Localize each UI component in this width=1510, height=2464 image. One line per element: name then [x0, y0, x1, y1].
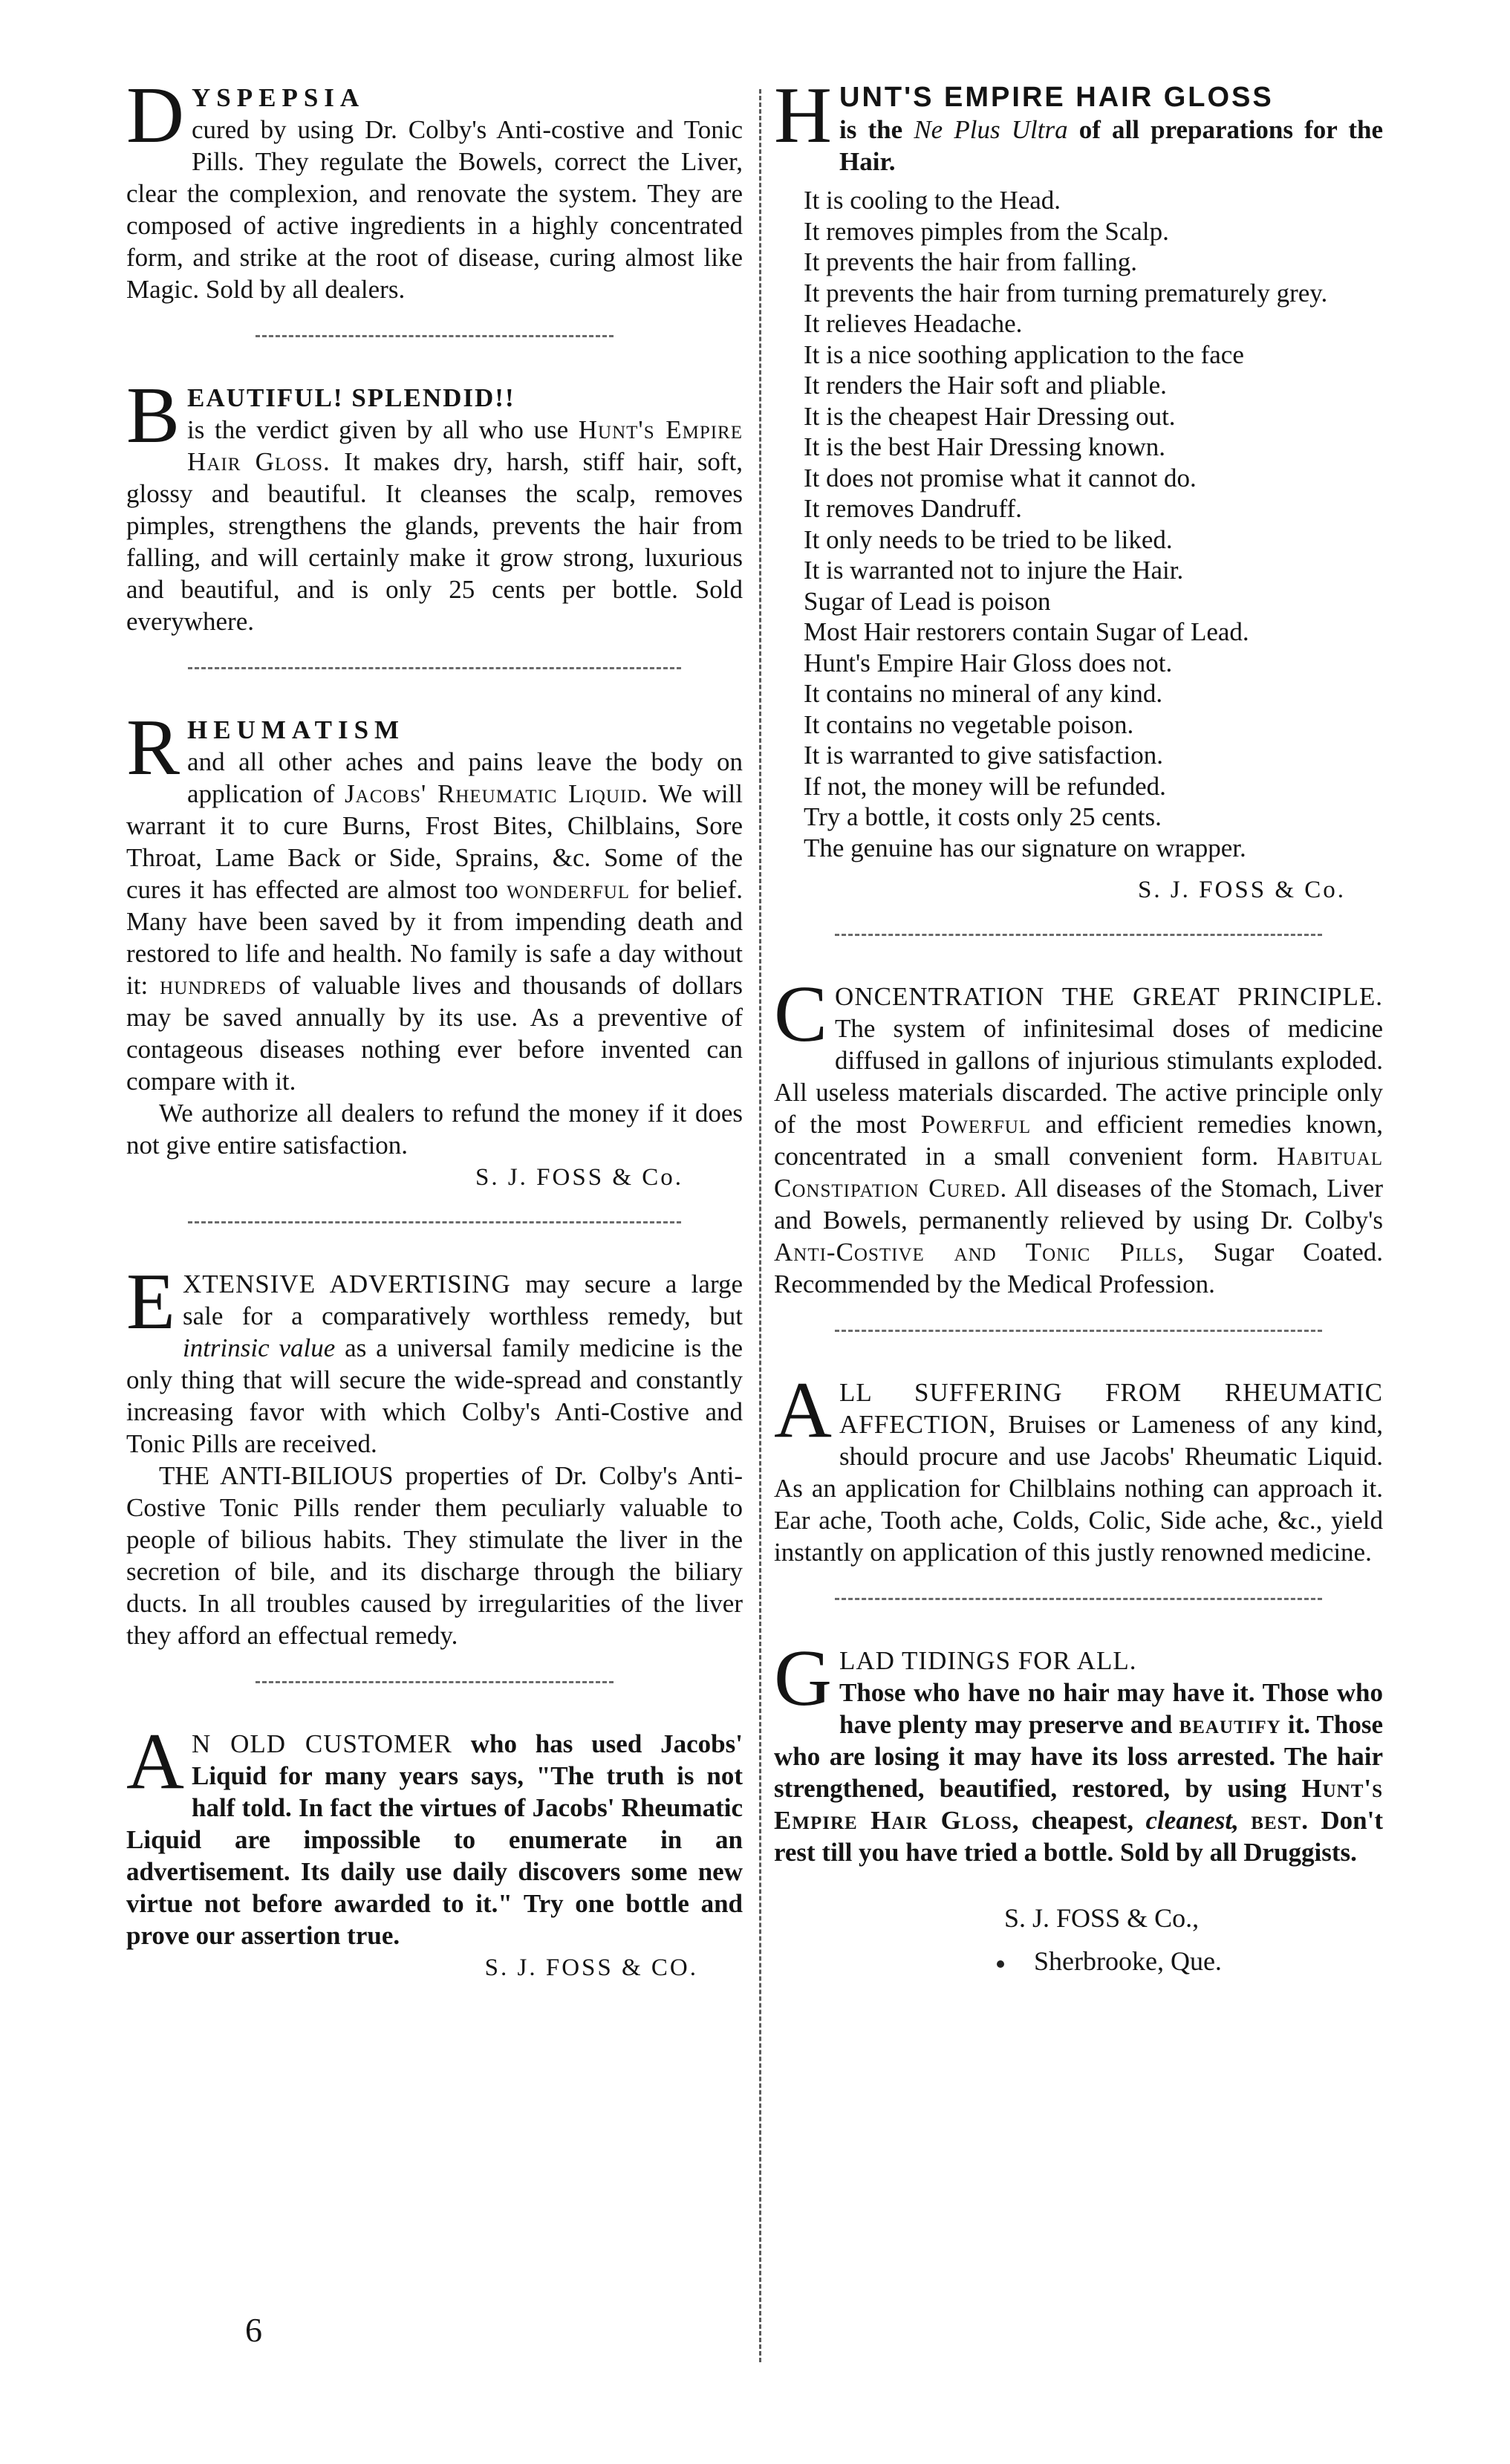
product-name: Hunt's Empire Hair Gloss. — [187, 415, 743, 476]
ad-heading: XTENSIVE ADVERTISING — [182, 1270, 511, 1298]
list-item: It is warranted not to injure the Hair. — [804, 556, 1184, 585]
list-item: It prevents the hair from turning prematurely grey. — [804, 278, 1328, 308]
product-name: Hunt's Empire Hair Gloss, — [774, 1774, 1383, 1835]
signature-location-text: Sherbrooke, Que. — [1034, 1946, 1222, 1976]
column-divider — [759, 89, 761, 2362]
left-column — [126, 71, 743, 1982]
ad-heading: LAD TIDINGS FOR ALL. — [839, 1646, 1137, 1675]
list-item: Try a bottle, it costs only 25 cents. — [804, 802, 1162, 831]
list-item: Hunt's Empire Hair Gloss does not. — [804, 648, 1173, 677]
emphasis-text: hundreds — [160, 971, 267, 1000]
list-item: It renders the Hair soft and pliable. — [804, 371, 1167, 400]
right-column — [774, 71, 1384, 1983]
ad-body: cured by using Dr. Colby's Anti-costive and Tonic Pills. They regulate the Bowels, correct the Liver, clear the complexion, and renovate the system. They are composed of active ingredients in a highly concentrated form, and strike at the root of disease, curing almost like Magic. Sold by all dealers. — [126, 115, 743, 304]
ad-body: for belief. Many have been saved by it from impending death and restored to life and health. No family is safe a day without it: — [126, 875, 743, 1000]
ad-rheumatism — [126, 703, 743, 1192]
ad-heading: YSPEPSIA — [192, 83, 365, 112]
ad-body: and all other aches and pains leave the body on application of — [187, 747, 743, 808]
benefits-list — [804, 185, 1383, 863]
ad-body: We will warrant it to cure Burns, Frost Bites, Chilblains, Sore Throat, Lame Back or Side, Sprains, &c. Some of the cures it has effected are almost too — [126, 779, 743, 904]
ad-body — [1239, 1806, 1251, 1835]
dropcap: C — [774, 970, 828, 1059]
ad-body: of all preparations for the Hair. — [839, 115, 1384, 176]
ad-body: as a universal family medicine is the only thing that will secure the wide-spread and constantly increasing favor with which Colby's Anti-Costive and Tonic Pills are received. — [126, 1333, 743, 1458]
ad-body: who has used Jacobs' Liquid for many years says, "The truth is not half told. In fact the virtues of Jacobs' Rheumatic Liquid are impossible to enumerate in an advertisement. Its daily use daily discovers some new virtue not before awarded to it." Try one bottle and prove our assertion true. — [126, 1729, 743, 1950]
dropcap: G — [774, 1634, 832, 1723]
list-item: It is the best Hair Dressing known. — [804, 432, 1166, 461]
ad-all-suffering — [774, 1366, 1383, 1568]
ad-body: is the — [839, 115, 914, 144]
list-item: It contains no vegetable poison. — [804, 709, 1134, 739]
signature: S. J. FOSS & Co., — [1004, 1903, 1200, 1933]
ad-concentration — [774, 970, 1384, 1300]
list-item: It is warranted to give satisfaction. — [804, 741, 1164, 770]
emphasis-text: Ne Plus Ultra — [914, 115, 1068, 144]
ad-body: It makes dry, harsh, stiff hair, soft, glossy and beautiful. It cleanses the scalp, removes pimples, strengthens the glands, prevents the hair from falling, and will certainly make it grow strong, luxurious and beautiful, and is only 25 cents per bottle. Sold everywhere. — [126, 447, 743, 636]
ad-heading: UNT'S EMPIRE HAIR GLOSS — [839, 82, 1274, 113]
ad-hunts-empire-hair-gloss — [774, 71, 1384, 904]
ad-body: Don't rest till you have tried a bottle. Sold by all Druggists. — [774, 1806, 1384, 1867]
ad-heading: EAUTIFUL! SPLENDID!! — [187, 383, 515, 412]
ad-body: is the verdict given by all who use — [187, 415, 579, 444]
product-name: Anti-Costive and Tonic Pills, — [774, 1238, 1185, 1267]
ad-dyspepsia — [126, 71, 743, 305]
dropcap: H — [774, 71, 832, 160]
ad-heading: LL SUFFERING FROM RHEUMATIC AFFECTION, — [839, 1378, 1383, 1439]
emphasis-text: beautify — [1179, 1710, 1281, 1739]
ad-body: and efficient remedies known, concentrated in a small convenient form. — [774, 1110, 1384, 1171]
list-item: It only needs to be tried to be liked. — [804, 524, 1173, 554]
dropcap: D — [126, 71, 184, 160]
signature-block — [774, 1896, 1383, 1983]
emphasis-text: Habitual Constipation Cured. — [774, 1142, 1383, 1203]
section-divider — [835, 934, 1322, 936]
list-item: It removes Dandruff. — [804, 494, 1022, 523]
signature-location — [774, 1940, 1383, 1983]
list-item: It contains no mineral of any kind. — [804, 679, 1163, 708]
ad-body: cheapest, — [1019, 1806, 1146, 1835]
ad-body: We authorize all dealers to refund the money if it does not give entire satisfaction. — [126, 1099, 743, 1160]
section-divider — [256, 335, 613, 337]
dropcap: A — [774, 1366, 832, 1454]
section-divider — [188, 667, 681, 669]
ad-heading: ONCENTRATION THE GREAT PRINCIPLE. — [835, 982, 1383, 1011]
section-divider — [835, 1598, 1322, 1600]
signature: S. J. FOSS & CO. — [484, 1954, 698, 1981]
section-divider — [188, 1221, 681, 1223]
list-item: The genuine has our signature on wrapper. — [804, 833, 1246, 862]
list-item: It is a nice soothing application to the face — [804, 339, 1244, 369]
ad-body: it. Those who are losing it may have its loss arrested. The hair strengthened, beautified, restored, by using — [774, 1710, 1384, 1803]
ad-body: All diseases of the Stomach, Liver and Bowels, permanently relieved by using Dr. Colby's — [774, 1174, 1383, 1235]
ad-old-customer — [126, 1717, 743, 1982]
list-item: It relieves Headache. — [804, 309, 1023, 338]
ad-body: Sugar Coated. Recommended by the Medical Profession. — [774, 1238, 1383, 1298]
dropcap: E — [126, 1258, 175, 1346]
ad-body: The system of infinitesimal doses of medicine diffused in gallons of injurious stimulants exploded. All useless materials discarded. The active principle only of the most — [774, 1014, 1383, 1139]
dropcap: A — [126, 1717, 184, 1806]
dropcap: R — [126, 703, 180, 792]
ad-body: may secure a large sale for a comparatively worthless remedy, but — [182, 1270, 743, 1330]
emphasis-text: wonderful — [507, 875, 631, 904]
list-item: It prevents the hair from falling. — [804, 247, 1138, 276]
ad-heading: HEUMATISM — [187, 715, 406, 744]
ad-body: Bruises or Lameness of any kind, should procure and use Jacobs' Rheumatic Liquid. As an application for Chilblains nothing can approach it. Ear ache, Tooth ache, Colds, Colic, Side ache, &c., yield instantly on application of this justly renowned medicine. — [774, 1410, 1383, 1567]
emphasis-text: cleanest, — [1145, 1806, 1239, 1835]
list-item: Sugar of Lead is poison — [804, 586, 1051, 616]
list-item: It removes pimples from the Scalp. — [804, 216, 1169, 246]
emphasis-text: Powerful — [920, 1110, 1032, 1139]
signature: S. J. FOSS & Co. — [1137, 877, 1346, 903]
bullet-icon — [997, 1960, 1004, 1968]
list-item: It is cooling to the Head. — [804, 186, 1061, 215]
list-item: Most Hair restorers contain Sugar of Lead. — [804, 617, 1249, 646]
list-item: If not, the money will be refunded. — [804, 771, 1166, 801]
section-divider — [256, 1681, 613, 1683]
list-item: It is the cheapest Hair Dressing out. — [804, 401, 1176, 431]
list-item: It does not promise what it cannot do. — [804, 463, 1197, 493]
signature: S. J. FOSS & Co. — [475, 1164, 683, 1191]
emphasis-text: best. — [1251, 1806, 1309, 1835]
ad-glad-tidings — [774, 1634, 1384, 1983]
ad-extensive-advertising — [126, 1258, 743, 1651]
ad-body: Those who have no hair may have it. Those who have plenty may preserve and — [839, 1678, 1383, 1739]
product-name: Jacobs' Rheumatic Liquid. — [345, 779, 649, 808]
ad-beautiful-splendid — [126, 371, 743, 637]
dropcap: B — [126, 371, 180, 460]
ad-heading: N OLD CUSTOMER — [192, 1729, 452, 1758]
section-divider — [835, 1330, 1322, 1332]
emphasis-text: intrinsic value — [182, 1333, 336, 1362]
ad-body: of valuable lives and thousands of dollars may be saved annually by its use. As a preventive of contageous diseases nothing ever before invented can compare with it. — [126, 971, 743, 1096]
page-number: 6 — [245, 2311, 262, 2349]
ad-body: THE ANTI-BILIOUS properties of Dr. Colby's Anti-Costive Tonic Pills render them peculiarly valuable to people of bilious habits. They stimulate the liver in the secretion of bile, and its discharge through the biliary ducts. In all troubles caused by irregularities of the liver they afford an effectual remedy. — [126, 1461, 743, 1650]
